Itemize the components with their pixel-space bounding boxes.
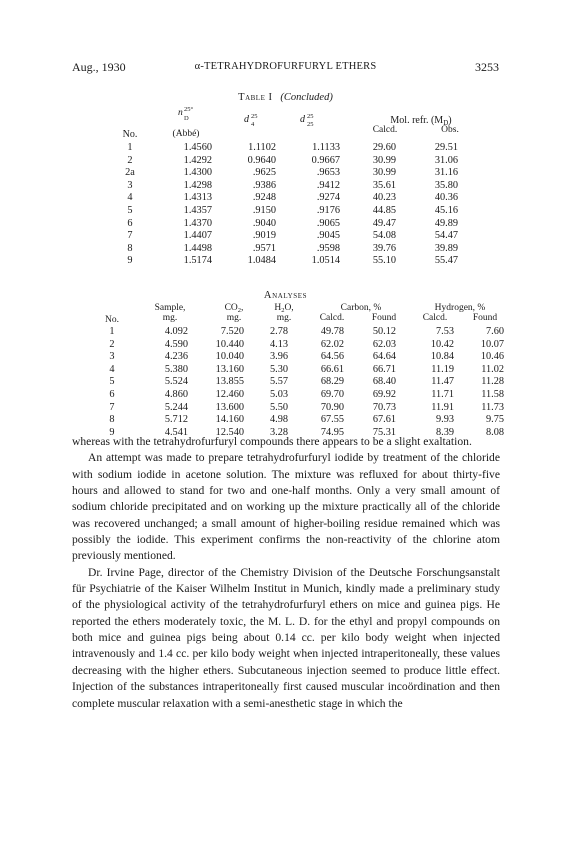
an-header-sample: Sample, [154,303,186,313]
cell-h-calcd: 11.91 [431,401,454,413]
body-text [72,434,500,712]
an-header-sample-unit: mg. [162,313,178,323]
cell-h-found: 9.75 [485,414,504,426]
paragraph-2: An attempt was made to prepare tetrahydrofurfuryl iodide by treatment of the chloride with sodium iodide in acetone solution. The mixture was refluxed for about thirty-five hours and allowed to stand for two and one-half months. Only a very small amount of sodium chloride precipitated and on working up the mixture practically all of the chloride was recovered unchanged; a small amount of higher-boiling residue remained which was possibly the iodide. This experiment confirms the non-reactivity of the chlorine atom previously mentioned. [72,451,500,563]
an-header-carbon-found: Found [371,313,397,323]
t1-header-no: No. [122,129,138,140]
cell-d1: 0.9640 [247,154,276,166]
cell-obs: 35.80 [434,179,458,191]
an-header-hydrogen-calcd: Calcd. [422,313,448,323]
page-number: 3253 [475,60,499,74]
table-row [118,255,458,268]
paragraph-3: Dr. Irvine Page, director of the Chemistry Division of the Deutsche Forschungsanstalt für Psychiatrie of the Kaiser Wilhelm Institut in Munich, kindly made a preliminary study of the physiological activity of the tetrahydrofurfuryl ethers on mice and guinea pigs. He reported the ethers moderately toxic, the M. L. D. for the ethyl and propyl compounds on both mice and guinea pigs being about 0.14 cc. per kilo body weight when injected intravenously and 1.4 cc. per kilo body weight when injected intraperitoneally, these values decreasing with the higher ethers. Subcutaneous injection seemed to produce little effect. Injection of the substances intraperitoneally first caused muscular incoördination and then complete muscular relaxation with a semi-anesthetic stage in which the [72,565,500,710]
cell-h-found: 11.02 [481,363,504,375]
cell-co2: 10.440 [215,338,244,350]
cell-d1: .9150 [252,204,276,216]
cell-obs: 49.89 [434,217,458,229]
cell-h-calcd: 11.19 [431,363,454,375]
cell-sample: 5.524 [164,376,188,388]
cell-c-found: 62.03 [372,338,396,350]
cell-c-found: 68.40 [372,376,396,388]
table-row [100,364,504,377]
cell-n: 1.4292 [183,154,212,166]
table-label: Table I [238,92,273,103]
cell-c-found: 66.71 [372,363,396,375]
table-row [100,389,504,402]
analyses-table [100,326,504,439]
cell-d1: .9625 [252,167,276,179]
an-header-co2: $CO_2$, [224,303,244,314]
cell-h-calcd: 9.93 [435,414,454,426]
table-row [100,402,504,415]
cell-no: 2 [127,154,133,166]
t1-header-refractive-index [164,104,208,140]
cell-c-calcd: 62.02 [320,338,344,350]
table-row [100,351,504,364]
table-row [118,230,458,243]
table-row [118,205,458,218]
t1-header-density-4 [236,112,266,132]
cell-sample: 4.541 [164,426,188,438]
cell-co2: 13.855 [215,376,244,388]
table-row [118,155,458,168]
cell-c-found: 75.31 [372,426,396,438]
cell-sample: 5.712 [164,414,188,426]
n-subscript: D [184,115,189,122]
cell-no: 9 [127,255,133,267]
cell-d1: .9248 [252,192,276,204]
d1-symbol: d [244,114,249,125]
cell-c-found: 69.92 [372,388,396,400]
an-header-hydrogen: Hydrogen, % [434,303,486,313]
cell-d2: .9176 [316,204,340,216]
cell-h-found: 10.07 [480,338,504,350]
cell-h2o: 3.96 [269,351,288,363]
cell-d2: .9653 [316,167,340,179]
cell-c-calcd: 68.29 [320,376,344,388]
cell-n: 1.4357 [183,204,212,216]
cell-calcd: 30.99 [372,154,396,166]
cell-d2: 1.0514 [311,255,340,267]
cell-h-found: 11.73 [481,401,504,413]
analyses-title: Analyses [263,290,308,301]
an-header-carbon-calcd: Calcd. [319,313,345,323]
cell-d2: 1.1133 [312,142,340,153]
cell-calcd: 55.10 [372,255,396,267]
cell-n: 1.4560 [183,142,212,153]
an-header-co2-unit: mg. [226,313,242,323]
cell-calcd: 40.23 [372,192,396,204]
cell-d1: .9571 [252,242,276,254]
t1-header-density-25 [292,112,322,132]
cell-sample: 5.380 [164,363,188,375]
cell-calcd: 49.47 [372,217,396,229]
cell-d2: 0.9667 [311,154,340,166]
cell-calcd: 29.60 [372,142,396,153]
cell-no: 5 [127,204,133,216]
table-row [118,180,458,193]
d2-subscript: 25 [307,121,314,128]
cell-h-calcd: 11.47 [431,376,454,388]
table-row [100,414,504,427]
an-header-carbon: Carbon, % [340,303,382,313]
cell-n: 1.4313 [183,192,212,204]
cell-co2: 13.600 [215,401,244,413]
cell-obs: 55.47 [434,255,458,267]
cell-h2o: 4.13 [269,338,288,350]
cell-calcd: 54.08 [372,230,396,242]
cell-calcd: 39.76 [372,242,396,254]
cell-d1: .9019 [252,230,276,242]
cell-d2: .9065 [316,217,340,229]
cell-h-calcd: 11.71 [431,388,454,400]
cell-c-calcd: 69.70 [320,388,344,400]
table-row [100,326,504,339]
cell-h2o: 2.78 [269,326,288,337]
an-header-h2o-unit: mg. [276,313,292,323]
cell-h-calcd: 10.42 [430,338,454,350]
cell-h2o: 3.28 [269,426,288,438]
cell-c-calcd: 67.55 [320,414,344,426]
cell-c-calcd: 49.78 [320,326,344,337]
cell-no: 1 [127,142,133,153]
cell-d1: 1.0484 [247,255,276,267]
cell-h-found: 8.08 [485,426,504,438]
cell-no: 6 [127,217,133,229]
cell-n: 1.4298 [183,179,212,191]
n-symbol: n [178,108,183,118]
cell-co2: 13.160 [215,363,244,375]
cell-n: 1.4300 [183,167,212,179]
an-header-no: No. [105,315,119,325]
cell-no: 2a [125,167,135,179]
cell-c-found: 50.12 [372,326,396,337]
cell-obs: 54.47 [434,230,458,242]
cell-h2o: 5.03 [269,388,288,400]
an-header-h2o: $H_2O$, [274,303,294,314]
header-date: Aug., 1930 [72,60,126,74]
cell-n: 1.5174 [183,255,212,267]
cell-obs: 29.51 [434,142,458,153]
cell-no: 8 [127,242,133,254]
cell-no: 3 [109,351,115,363]
d2-symbol: d [300,114,305,125]
t1-header-molrefr: Mol. refr. $(M_D)$ [390,115,452,127]
table-subtitle: (Concluded) [280,92,333,103]
an-header-hydrogen-found: Found [472,313,498,323]
cell-sample: 4.236 [164,351,188,363]
cell-no: 6 [109,388,115,400]
n-superscript: 25° [184,106,194,113]
cell-sample: 4.092 [164,326,188,337]
t1-header-obs: Obs. [441,125,459,135]
t1-header-calcd: Calcd. [372,125,398,135]
cell-h2o: 5.30 [269,363,288,375]
cell-co2: 7.520 [220,326,244,337]
cell-h2o: 5.50 [269,401,288,413]
abbe-label: (Abbé) [172,129,200,139]
cell-no: 9 [109,426,115,438]
cell-calcd: 44.85 [372,204,396,216]
cell-sample: 5.244 [164,401,188,413]
cell-h-calcd: 7.53 [435,326,454,337]
cell-d2: .9598 [316,242,340,254]
properties-table [118,142,458,268]
cell-sample: 4.860 [164,388,188,400]
table-row [118,142,458,155]
cell-c-calcd: 74.95 [320,426,344,438]
cell-no: 8 [109,414,115,426]
cell-n: 1.4407 [183,230,212,242]
running-header [72,60,499,76]
cell-co2: 14.160 [215,414,244,426]
cell-co2: 12.540 [215,426,244,438]
cell-calcd: 35.61 [372,179,396,191]
cell-d2: .9045 [316,230,340,242]
cell-h-found: 11.28 [481,376,504,388]
table-row [100,376,504,389]
table-row [118,218,458,231]
cell-h-found: 7.60 [485,326,504,337]
cell-n: 1.4498 [183,242,212,254]
cell-no: 7 [109,401,115,413]
cell-d2: .9274 [316,192,340,204]
table-title [0,92,571,103]
cell-no: 2 [109,338,115,350]
table-row [100,339,504,352]
cell-h-calcd: 8.39 [435,426,454,438]
d1-subscript: 4 [251,121,255,128]
cell-c-found: 67.61 [372,414,396,426]
cell-d1: .9040 [252,217,276,229]
cell-no: 4 [127,192,133,204]
cell-h-calcd: 10.84 [430,351,454,363]
cell-obs: 40.36 [434,192,458,204]
d2-superscript: 25 [307,113,314,120]
cell-h2o: 5.57 [269,376,288,388]
paragraph-1: whereas with the tetrahydrofurfuryl compounds there appears to be a slight exaltation. [72,435,472,448]
cell-no: 3 [127,179,133,191]
cell-c-calcd: 70.90 [320,401,344,413]
cell-obs: 39.89 [434,242,458,254]
cell-obs: 31.16 [434,167,458,179]
cell-no: 7 [127,230,133,242]
cell-c-found: 64.64 [372,351,396,363]
cell-no: 4 [109,363,115,375]
table-row [118,167,458,180]
cell-co2: 12.460 [215,388,244,400]
cell-c-calcd: 66.61 [320,363,344,375]
cell-no: 5 [109,376,115,388]
cell-co2: 10.040 [215,351,244,363]
cell-h-found: 11.58 [481,388,504,400]
cell-d1: 1.1102 [248,142,276,153]
cell-obs: 31.06 [434,154,458,166]
d1-superscript: 25 [251,113,258,120]
header-title: α-TETRAHYDROFURFURYL ETHERS [194,61,377,72]
cell-h2o: 4.98 [269,414,288,426]
cell-n: 1.4370 [183,217,212,229]
cell-sample: 4.590 [164,338,188,350]
cell-c-found: 70.73 [372,401,396,413]
table-row [118,243,458,256]
cell-obs: 45.16 [434,204,458,216]
cell-d2: .9412 [316,179,340,191]
cell-h-found: 10.46 [480,351,504,363]
cell-c-calcd: 64.56 [320,351,344,363]
cell-calcd: 30.99 [372,167,396,179]
cell-d1: .9386 [252,179,276,191]
table-row [118,192,458,205]
cell-no: 1 [109,326,115,337]
